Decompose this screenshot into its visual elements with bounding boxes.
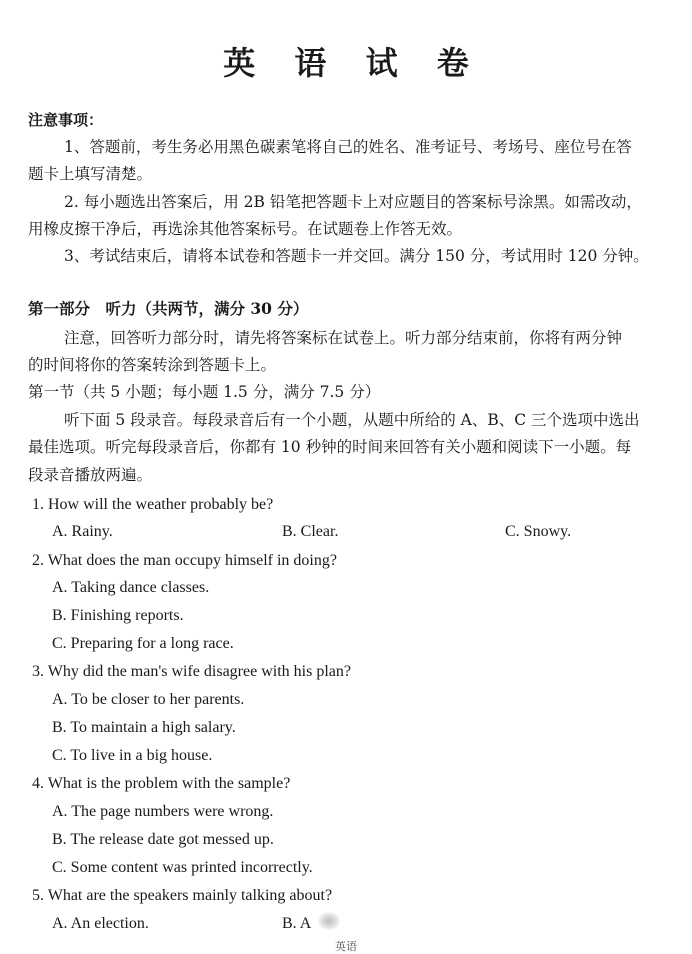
question-stem: 4. What is the problem with the sample? — [32, 775, 291, 792]
notes-line: 3、考试结束后，请将本试卷和答题卡一并交回。满分 150 分，考试用时 120 分钟。 — [64, 247, 649, 265]
section1-instruction-line: 段录音播放两遍。 — [28, 466, 153, 484]
question-option: B. A — [282, 915, 312, 932]
question-option: B. Clear. — [282, 523, 339, 540]
question-option: B. To maintain a high salary. — [52, 719, 236, 736]
notes-line: 用橡皮擦干净后，再选涂其他答案标号。在试题卷上作答无效。 — [28, 220, 463, 238]
question-option: C. Preparing for a long race. — [52, 635, 234, 652]
question-option: A. An election. — [52, 915, 149, 932]
question-option: A. The page numbers were wrong. — [52, 803, 274, 820]
question-stem: 1. How will the weather probably be? — [32, 496, 274, 513]
section1-instruction-line: 最佳选项。听完每段录音后，你都有 10 秒钟的时间来回答有关小题和阅读下一小题。每 — [28, 438, 632, 456]
question-option: B. Finishing reports. — [52, 607, 184, 624]
part1-heading: 第一部分 听力（共两节，满分 30 分） — [28, 299, 309, 318]
section1-heading: 第一节（共 5 小题；每小题 1.5 分，满分 7.5 分） — [28, 383, 381, 401]
page-title: 英 语 试 卷 — [223, 44, 483, 82]
section1-instruction-line: 听下面 5 段录音。每段录音后有一个小题，从题中所给的 A、B、C 三个选项中选出 — [64, 411, 640, 429]
page-footer: 英语 — [335, 940, 357, 953]
notes-heading: 注意事项： — [28, 111, 104, 129]
part1-intro-line: 注意，回答听力部分时，请先将答案标在试卷上。听力部分结束前，你将有两分钟 — [64, 329, 623, 347]
question-option: C. Snowy. — [505, 523, 572, 540]
question-option: C. Some content was printed incorrectly. — [52, 859, 313, 876]
question-option: C. To live in a big house. — [52, 747, 213, 764]
question-option: A. Rainy. — [52, 523, 113, 540]
notes-line: 2. 每小题选出答案后，用 2B 铅笔把答题卡上对应题目的答案标号涂黑。如需改动， — [64, 193, 642, 211]
scan-smudge — [318, 912, 340, 930]
notes-line: 题卡上填写清楚。 — [28, 165, 153, 183]
question-stem: 5. What are the speakers mainly talking about? — [32, 887, 333, 904]
part1-intro-line: 的时间将你的答案转涂到答题卡上。 — [28, 356, 277, 374]
question-option: B. The release date got messed up. — [52, 831, 274, 848]
question-stem: 3. Why did the man's wife disagree with his plan? — [32, 663, 351, 680]
notes-line: 1、答题前，考生务必用黑色碳素笔将自己的姓名、准考证号、考场号、座位号在答 — [64, 138, 632, 156]
question-option: A. Taking dance classes. — [52, 579, 210, 596]
question-option: A. To be closer to her parents. — [52, 691, 245, 708]
question-stem: 2. What does the man occupy himself in doing? — [32, 552, 337, 569]
